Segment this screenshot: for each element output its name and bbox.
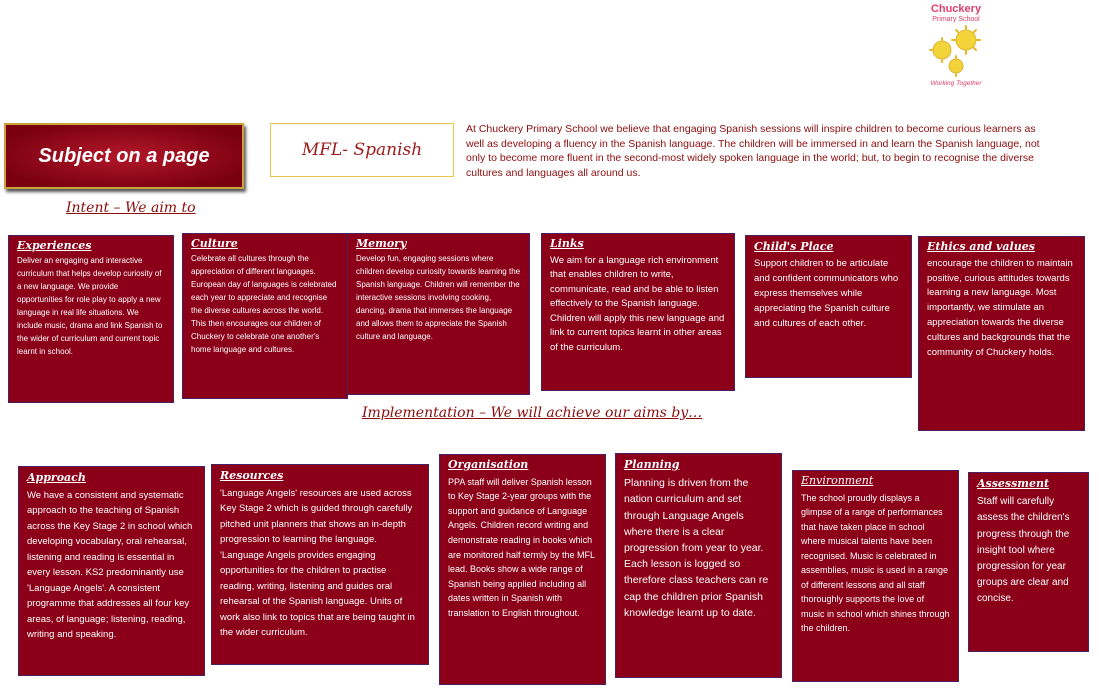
card-organisation (439, 454, 606, 685)
card-title: Environment (801, 474, 874, 487)
card-memory (347, 233, 530, 395)
logo-tagline: Working Together (930, 80, 982, 87)
card-title: Culture (191, 237, 238, 250)
card-childs-place (745, 235, 912, 378)
card-body: 'Language Angels' resources are used across Key Stage 2 which is guided through carefully pitched unit planners that shows an in-depth progression to learning the language. 'Language Angels provides engaging opportunities for the children to practise reading, writing, listening and guides oral rehearsal of the Spanish language. Units of work also link to topics that are being taught in the wider curriculum. (220, 487, 415, 638)
card-assessment (968, 472, 1089, 652)
card-title: Approach (27, 471, 86, 484)
card-body: Staff will carefully assess the children's progress through the insight tool where progression for year groups are clear and concise. (977, 496, 1070, 605)
card-title: Memory (356, 237, 407, 250)
logo-subtitle: Primary School (932, 16, 980, 23)
implementation-heading: Implementation – We will achieve our aims by… (362, 405, 703, 421)
card-approach (18, 466, 205, 676)
card-title: Ethics and values (927, 240, 1035, 253)
intro-paragraph: At Chuckery Primary School we believe that engaging Spanish sessions will inspire children to become curious learners as well as developing a fluency in the Spanish language. The children will be immersed in and learn the Spanish language, not only to become more fluent in the second-most widely spoken language in the world; but, to begin to recognise the diverse cultures and languages all around us. (466, 123, 1040, 179)
card-title: Resources (220, 469, 284, 482)
card-body: Deliver an engaging and interactive curriculum that helps develop curiosity of a new language. We provide opportunities for role play to apply a new language in real life situations. We include music, drama and link Spanish to the wider of curriculum and current topic learnt in school. (17, 256, 163, 356)
card-title: Experiences (17, 239, 92, 252)
card-body: We aim for a language rich environment that enables children to write, communicate, read and be able to listen effectively to the Spanish language. Children will apply this new language and link to current topics learnt in other areas of the curriculum. (550, 254, 725, 353)
card-body: Develop fun, engaging sessions where children develop curiosity towards learning the Spanish language. Children will remember the interactive sessions involving cooking, dancing, drama that immerses the language and allows them to appreciate the Spanish culture and language. (356, 254, 521, 341)
card-title: Planning (624, 458, 680, 471)
school-logo (920, 2, 992, 92)
intent-heading: Intent – We aim to (66, 200, 196, 216)
sun-icon (926, 24, 986, 80)
card-body: encourage the children to maintain positive, curious attitudes towards learning a new language. Most importantly, we stimulate an appreciation towards the diverse cultures and backgrounds that the community of Chuckery holds. (927, 257, 1073, 358)
card-planning (615, 453, 782, 678)
card-ethics-and-values (918, 236, 1085, 431)
logo-name: Chuckery (930, 3, 982, 15)
card-body: Support children to be articulate and confident communicators who express themselves while appreciating the Spanish culture and cultures of each other. (754, 258, 899, 329)
card-body: The school proudly displays a glimpse of a range of performances that have taken place in school where musical talents have been recognised. Music is celebrated in assemblies, music is used in a range of different lessons and all staff thoroughly supports the love of music in school which shines through the children. (801, 492, 950, 633)
card-body: PPA staff will deliver Spanish lesson to Key Stage 2-year groups with the support and guidance of Language Angels. Children record writing and demonstrate reading in books which are monitored half termly by the MFL lead. Books show a wide range of Spanish being applied including all dates written in Spanish with translation to English throughout. (448, 476, 595, 618)
card-body: Celebrate all cultures through the appreciation of different languages. European day of languages is celebrated each year to appreciate and recognise the diverse cultures across the world. This then encourages our children of Chuckery to celebrate one another's home language and cultures. (191, 254, 337, 354)
card-title: Links (550, 237, 584, 250)
card-links (541, 233, 735, 391)
card-environment (792, 470, 959, 682)
card-resources (211, 464, 429, 665)
card-body: We have a consistent and systematic approach to the teaching of Spanish across the Key Stage 2 in school which developing vocabulary, oral rehearsal, listening and reading is essential in every lesson. KS2 predominantly use 'Language Angels'. A consistent programme that addresses all four key areas, of language; listening, reading, writing and speaking. (27, 489, 193, 640)
card-experiences (8, 235, 174, 403)
card-title: Child's Place (754, 240, 834, 253)
subject-on-a-page-banner: Subject on a page (4, 123, 244, 189)
card-culture (182, 233, 348, 399)
card-title: Assessment (977, 477, 1050, 490)
card-title: Organisation (448, 458, 529, 471)
card-body: Planning is driven from the nation curriculum and set through Language Angels where there is a clear progression from year to year. Each lesson is logged so therefore class teachers can re cap the children prior Spanish knowledge learnt up to date. (624, 477, 769, 619)
subject-title: MFL- Spanish (270, 123, 454, 177)
